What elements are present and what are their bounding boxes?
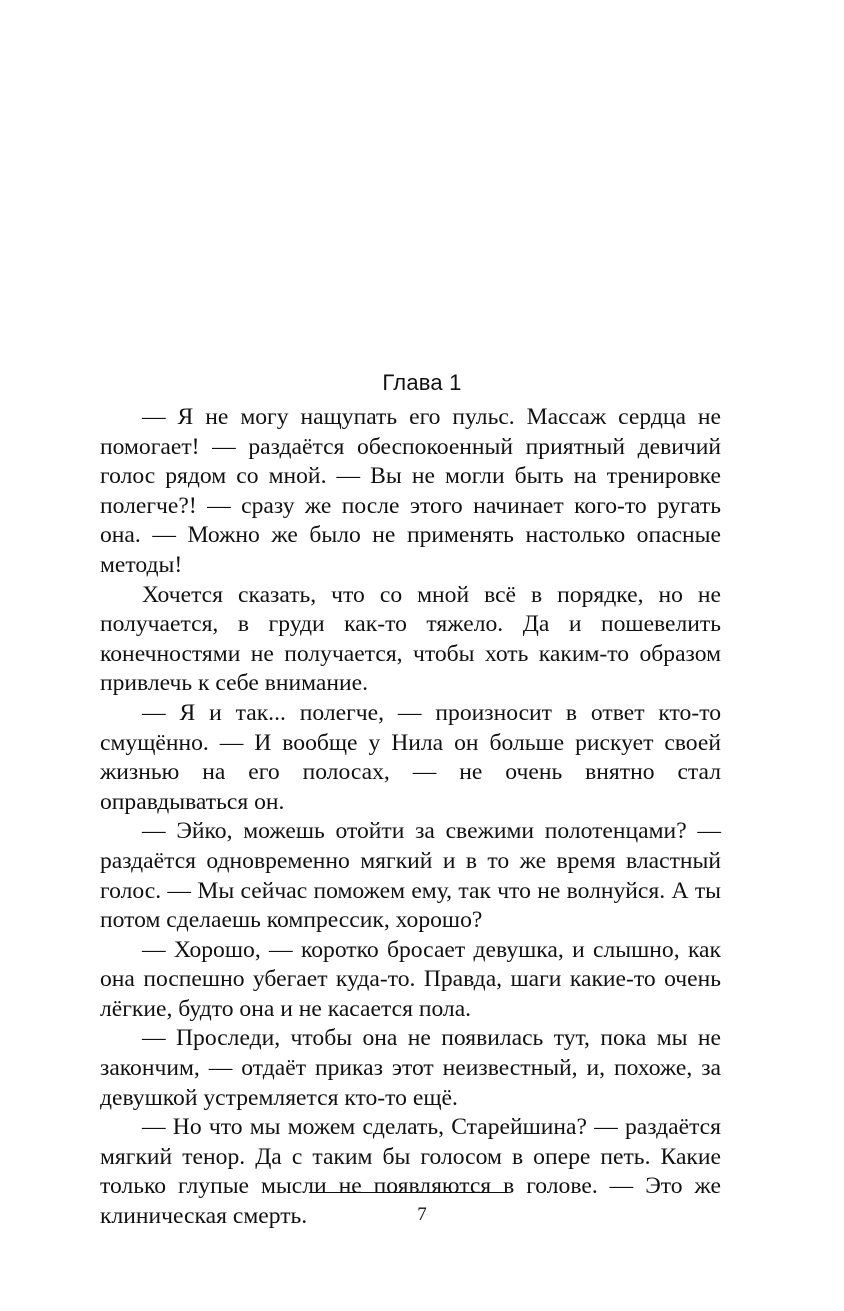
chapter-title: Глава 1 (382, 370, 462, 395)
chapter-body (100, 403, 721, 1232)
paragraph: — Хорошо, — коротко бросает девушка, и слышно, как она поспешно убегает куда-то. Правда, шаги какие-то очень лёгкие, будто она и не касается пола. (100, 936, 721, 1022)
page-number: 7 (417, 1204, 427, 1225)
paragraph: — Проследи, чтобы она не появилась тут, пока мы не закончим, — отдаёт приказ этот неизвестный, и, похоже, за девушкой устремляется кто-то ещё. (100, 1025, 721, 1111)
paragraph: — Но что мы можем сделать, Старейшина? — раздаётся мягкий тенор. Да с таким бы голосом в опере петь. Какие только глупые мысли не появляются в голове. — Это же клиническая смерть. (100, 1114, 721, 1230)
paragraph: Хочется сказать, что со мной всё в порядке, но не получается, в груди как-то тяжело. Да и пошевелить конечностями не получается, чтобы хоть каким-то образом привлечь к себе внимание. (100, 581, 721, 697)
footer-divider (312, 1192, 508, 1193)
paragraph: — Я не могу нащупать его пульс. Массаж сердца не помогает! — раздаётся обеспокоенный приятный девичий голос рядом со мной. — Вы не могли быть на тренировке полегче?! — сразу же после этого начинает кого-то ругать она. — Можно же было не применять настолько опасные методы! (100, 404, 721, 578)
paragraph: — Эйко, можешь отойти за свежими полотенцами? — раздаётся одновременно мягкий и в то же время властный голос. — Мы сейчас поможем ему, так что не волнуйся. А ты потом сделаешь компрессик, хорошо? (100, 818, 721, 934)
paragraph: — Я и так... полегче, — произносит в ответ кто-то смущённо. — И вообще у Нила он больше рискует своей жизнью на его полосах, — не очень внятно стал оправдываться он. (100, 699, 721, 815)
